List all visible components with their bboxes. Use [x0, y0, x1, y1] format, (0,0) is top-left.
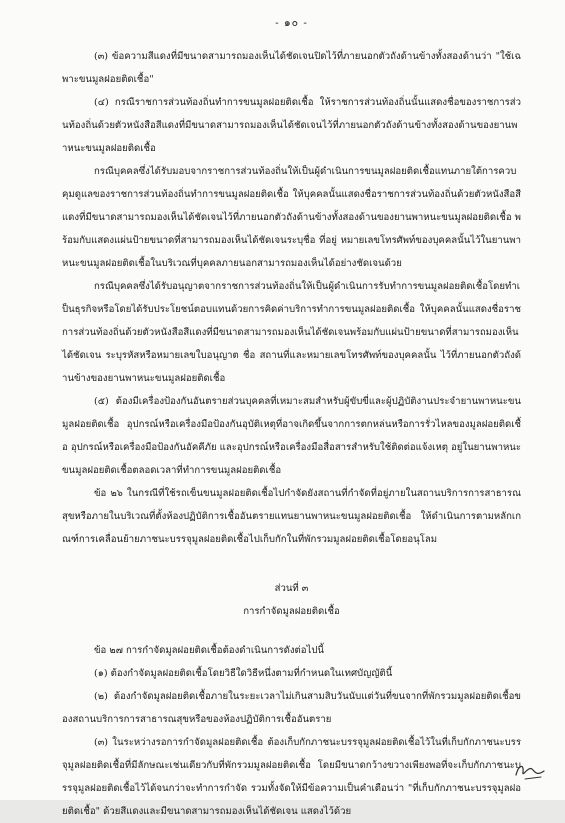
- paragraph-clause-27-item-3: (๓) ในระหว่างรอการกำจัดมูลฝอยติดเชื้อ ต้องเก็บกักภาชนะบรรจุมูลฝอยติดเชื้อไว้ในที่เก็บกักภาชนะบรรจุมูลฝอยติดเชื้อที่มีลักษณะเช่นเดียวกับที่พักรวมมูลฝอยติดเชื้อ โดยมีขนาดกว้างขวางเพียงพอที่จะเก็บกักภาชนะบรรจุมูลฝอยติดเชื้อไว้ได้จนกว่าจะทำการกำจัด รวมทั้งจัดให้มีข้อความเป็นคำเตือนว่า "ที่เก็บกักภาชนะบรรจุมูลฝอยติดเชื้อ" ด้วยสีแดงและมีขนาดสามารถมองเห็นได้ชัดเจน แสดงไว้ด้วย: [62, 737, 521, 817]
- paragraph-delegated-person: กรณีบุคคลซึ่งได้รับมอบจากราชการส่วนท้องถิ่นให้เป็นผู้ดำเนินการขนมูลฝอยติดเชื้อแทนภายใต้การควบคุมดูแลของราชการส่วนท้องถิ่นทำการขนมูลฝอยติดเชื้อ ให้บุคคลนั้นแสดงชื่อราชการส่วนท้องถิ่นด้วยตัวหนังสือสีแดงที่มีขนาดสามารถมองเห็นได้ชัดเจนไว้ที่ภายนอกตัวถังด้านข้างทั้งสองด้านของยานพาหนะขนมูลฝอยติดเชื้อ พร้อมกับแสดงแผ่นป้ายขนาดที่สามารถมองเห็นได้ชัดเจนระบุชื่อ ที่อยู่ หมายเลขโทรศัพท์ของบุคคลนั้นไว้ในยานพาหนะขนมูลฝอยติดเชื้อในบริเวณที่บุคคลภายนอกสามารถมองเห็นได้อย่างชัดเจนด้วย: [62, 166, 522, 269]
- paragraph-item-5: (๕) ต้องมีเครื่องป้องกันอันตรายส่วนบุคคลที่เหมาะสมสำหรับผู้ขับขี่และผู้ปฏิบัติงานประจำยานพาหนะขนมูลฝอยติดเชื้อ อุปกรณ์หรือเครื่องมือป้องกันอุบัติเหตุที่อาจเกิดขึ้นจากการตกหล่นหรือการรั่วไหลของมูลฝอยติดเชื้อ อุปกรณ์หรือเครื่องมือป้องกันอัคคีภัย และอุปกรณ์หรือเครื่องมือสื่อสารสำหรับใช้ติดต่อแจ้งเหตุ อยู่ในยานพาหนะขนมูลฝอยติดเชื้อตลอดเวลาที่ทำการขนมูลฝอยติดเชื้อ: [62, 396, 521, 476]
- paragraph-clause-27: ข้อ ๒๗ การกำจัดมูลฝอยติดเชื้อต้องดำเนินการดังต่อไปนี้: [94, 645, 324, 656]
- signature-icon: [513, 760, 547, 782]
- paragraph-clause-27-item-2: (๒) ต้องกำจัดมูลฝอยติดเชื้อภายในระยะเวลาไม่เกินสามสิบวันนับแต่วันที่ขนจากที่พักรวมมูลฝอยติดเชื้อของสถานบริการการสาธารณสุขหรือของห้องปฏิบัติการเชื้ออันตราย: [62, 691, 521, 725]
- part-header: [62, 577, 521, 623]
- part-title: การกำจัดมูลฝอยติดเชื้อ: [243, 606, 340, 617]
- paragraph-clause-26: ข้อ ๒๖ ในกรณีที่ใช้รถเข็นขนมูลฝอยติดเชื้อไปกำจัดยังสถานที่กำจัดที่อยู่ภายในสถานบริการการสาธารณสุขหรือภายในบริเวณที่ตั้งห้องปฏิบัติการเชื้ออันตรายแทนยานพาหนะขนมูลฝอยติดเชื้อ ให้ดำเนินการตามหลักเกณฑ์การเคลื่อนย้ายภาชนะบรรจุมูลฝอยติดเชื้อไปเก็บกักในที่พักรวมมูลฝอยติดเชื้อโดยอนุโลม: [62, 488, 521, 545]
- paragraph-clause-27-item-1: (๑) ต้องกำจัดมูลฝอยติดเชื้อโดยวิธีใดวิธีหนึ่งตามที่กำหนดในเทศบัญญัตินี้: [94, 668, 393, 679]
- part-heading: ส่วนที่ ๓: [274, 583, 309, 594]
- paragraph-licensed-person: กรณีบุคคลซึ่งได้รับอนุญาตจากราชการส่วนท้องถิ่นให้เป็นผู้ดำเนินการรับทำการขนมูลฝอยติดเชื้อโดยทำเป็นธุรกิจหรือโดยได้รับประโยชน์ตอบแทนด้วยการคิดค่าบริการทำการขนมูลฝอยติดเชื้อ ให้บุคคลนั้นแสดงชื่อราชการส่วนท้องถิ่นด้วยตัวหนังสือสีแดงที่มีขนาดสามารถมองเห็นได้ชัดเจนพร้อมกับแผ่นป้ายขนาดที่สามารถมองเห็นได้ชัดเจน ระบุรหัสหรือหมายเลขใบอนุญาต ชื่อ สถานที่และหมายเลขโทรศัพท์ของบุคคลนั้น ไว้ที่ภายนอกตัวถังด้านข้างของยานพาหนะขนมูลฝอยติดเชื้อ: [62, 281, 521, 384]
- paragraph-item-4: (๔) กรณีราชการส่วนท้องถิ่นทำการขนมูลฝอยติดเชื้อ ให้ราชการส่วนท้องถิ่นนั้นแสดงชื่อของราชการส่วนท้องถิ่นด้วยตัวหนังสือสีแดงที่มีขนาดสามารถมองเห็นได้ชัดเจนไว้ที่ภายนอกตัวถังด้านข้างทั้งสองด้านของยานพาหนะขนมูลฝอยติดเชื้อ: [62, 97, 521, 154]
- paragraph-item-3: (๓) ข้อความสีแดงที่มีขนาดสามารถมองเห็นได้ชัดเจนปิดไว้ที่ภายนอกตัวถังด้านข้างทั้งสองด้านว่า "ใช้เฉพาะขนมูลฝอยติดเชื้อ": [62, 51, 521, 85]
- page-number: - ๑๐ -: [275, 17, 308, 29]
